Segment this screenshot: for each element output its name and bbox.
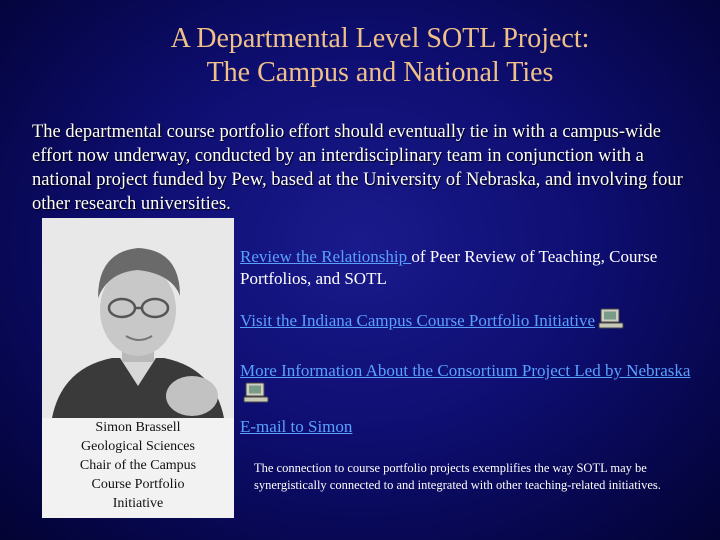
caption-line: Geological Sciences: [81, 439, 195, 454]
portrait-image: [42, 218, 234, 418]
photo-caption: [42, 418, 234, 513]
consortium-item: [240, 360, 710, 410]
slide-title: [0, 22, 720, 90]
computer-icon[interactable]: [242, 382, 270, 410]
connection-note: The connection to course portfolio projects exemplifies the way SOTL may be synergistically connected to and integrated with other teaching-related initiatives.: [254, 461, 661, 492]
title-line-2: The Campus and National Ties: [206, 57, 554, 88]
email-item: [240, 416, 540, 438]
computer-icon[interactable]: [597, 308, 625, 336]
consortium-project-link[interactable]: More Information About the Consortium Project Led by Nebraska: [240, 361, 691, 380]
caption-line: Simon Brassell: [95, 420, 181, 435]
title-line-1: A Departmental Level SOTL Project:: [170, 23, 590, 54]
caption-line: Chair of the Campus: [79, 458, 197, 473]
indiana-item: [240, 308, 710, 336]
caption-line: Course Portfolio: [91, 477, 185, 492]
review-item: [240, 246, 690, 290]
review-relationship-link[interactable]: Review the Relationship: [240, 247, 412, 266]
intro-paragraph: The departmental course portfolio effort should eventually tie in with a campus-wide effort now underway, conducted by an interdisciplinary team in conjunction with a national project funded by Pew, based at the University of Nebraska, and involving four other research universities.: [32, 122, 683, 214]
caption-line: Initiative: [112, 496, 164, 511]
review-text: of Peer Review of Teaching, Course Portfolios, and SOTL: [240, 247, 658, 288]
indiana-portfolio-link[interactable]: Visit the Indiana Campus Course Portfolio Initiative: [240, 310, 595, 330]
email-simon-link[interactable]: E-mail to Simon: [240, 417, 353, 436]
